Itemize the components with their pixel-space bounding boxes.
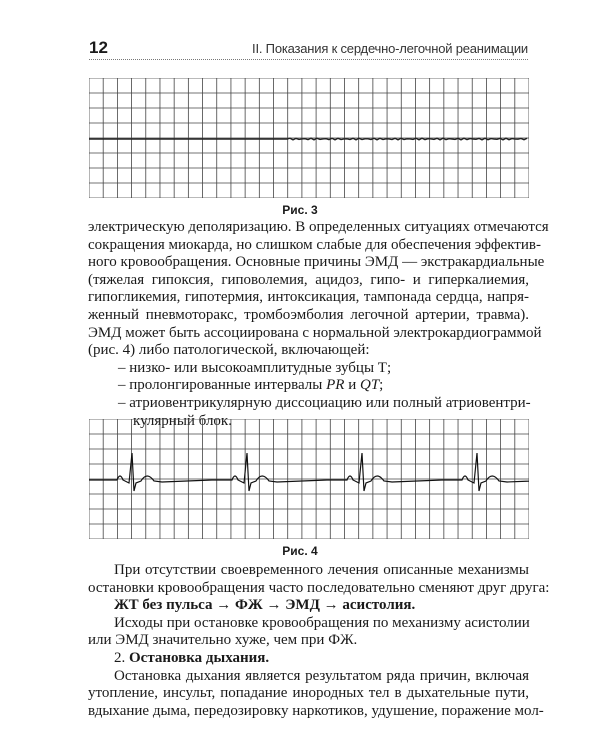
text-line: женный пневмоторакс, тромбоэмболия легочной артерии, травма).: [88, 306, 529, 323]
heading-number: 2.: [114, 649, 129, 666]
running-header: II. Показания к сердечно-легочной реанимации: [252, 41, 528, 56]
ecg-trace: [89, 453, 529, 491]
text-line: утопление, инсульт, попадание инородных тел в дыхательные пути,: [88, 685, 529, 702]
text-line: Остановка дыхания является результатом ряда причин, включая: [114, 667, 529, 684]
section-heading: [88, 650, 529, 668]
text-line: Исходы при остановке кровообращения по механизму асистолии: [114, 614, 530, 631]
arrest-sequence: ЖТ без пульса → ФЖ → ЭМД → асистолия.: [114, 597, 416, 614]
text-line: (тяжелая гипоксия, гиповолемия, ацидоз, гипо- и гиперкалиемия,: [88, 271, 529, 288]
text-line: вдыхание дыма, передозировку наркотиков, удушение, поражение мол-: [88, 702, 544, 719]
figure-4-caption: Рис. 4: [282, 544, 318, 558]
text-line: ного кровообращения. Основные причины ЭМД — экстракардиальные: [88, 254, 545, 271]
list-item-continuation: кулярный блок.: [133, 412, 232, 429]
qt-term: QT: [359, 377, 380, 394]
pr-term: PR: [326, 377, 345, 394]
ecg-figure-normal-rhythm: [89, 419, 529, 539]
sequence-line: [88, 597, 529, 615]
ecg-figure-asystole: [89, 78, 529, 198]
heading-text: Остановка дыхания.: [129, 649, 270, 666]
text-line: остановки кровообращения часто последовательно сменяют друг друга:: [88, 579, 550, 596]
list-item: [88, 377, 529, 395]
body-text-1: [88, 219, 549, 430]
text-line: При отсутствии своевременного лечения описанные механизмы: [114, 562, 529, 578]
text-line: (рис. 4) либо патологической, включающей:: [88, 342, 370, 359]
list-item: – атриовентрикулярную диссоциацию или полный атриовентри-: [118, 394, 531, 411]
text-line: ЭМД может быть ассоциирована с нормальной электрокардиограммой: [88, 324, 542, 341]
list-text: ;: [379, 377, 384, 394]
flat-ecg-trace: [89, 138, 527, 140]
text-line: сокращения миокарда, но слишком слабые для обеспечения эффектив-: [88, 236, 541, 253]
list-item: – низко- или высокоамплитудные зубцы Т;: [118, 359, 392, 376]
text-line: или ЭМД значительно хуже, чем при ФЖ.: [88, 632, 358, 649]
header-divider: [89, 59, 528, 60]
body-text-2: [88, 562, 550, 720]
page-number: 12: [89, 38, 108, 57]
figure-3-caption: Рис. 3: [282, 203, 318, 217]
list-text: и: [344, 377, 360, 394]
list-text: – пролонгированные интервалы: [118, 377, 327, 394]
text-line: электрическую деполяризацию. В определенных ситуациях отмечаются: [88, 219, 549, 235]
text-line: гипогликемия, гипотермия, интоксикация, тампонада сердца, напря-: [88, 289, 529, 306]
